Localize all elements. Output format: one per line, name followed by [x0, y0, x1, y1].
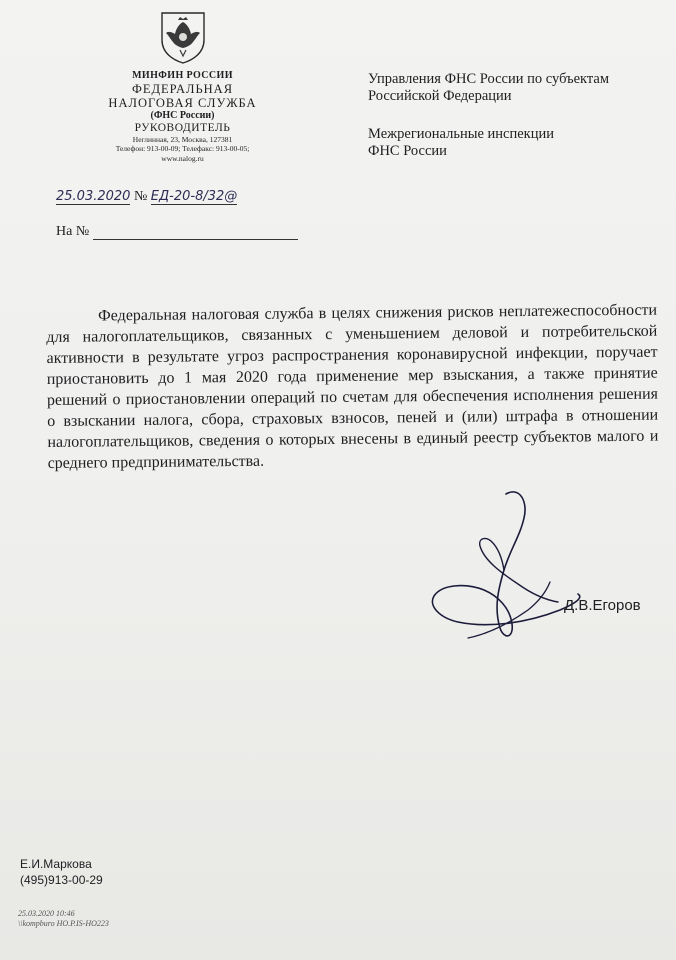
letter-body: Федеральная налоговая служба в целях снижения рисков неплатежеспособности для налогоплательщиков, связанных с уменьшением деловой и потребительской активности в результате угроз распространения коронавирусной инфекции, поручает приостановить до 1 мая 2020 года применение мер взыскания, а также принятие решений о приостановлении операций по счетам для обеспечения исполнения решения о взыскании налога, сбора, страховых взносов, пеней и (или) штрафа в отношении налогоплательщиков, сведения о которых внесены в единый реестр субъектов малого и среднего предпринимательства.	[46, 301, 659, 472]
service-name-line1: ФЕДЕРАЛЬНАЯ	[131, 81, 234, 96]
issuer-address: Неглинная, 23, Москва, 127381	[132, 134, 233, 144]
reference-blank	[93, 225, 298, 240]
issuer-position: РУКОВОДИТЕЛЬ	[134, 121, 231, 134]
executor-block	[20, 856, 103, 888]
number-label: №	[133, 189, 148, 204]
signer-name: Д.В.Егоров	[564, 597, 641, 614]
footer-path: \\kompburo HO.P.IS-HO223	[18, 919, 109, 928]
coat-of-arms-icon	[158, 10, 208, 64]
reference-label: На №	[56, 224, 90, 239]
executor-phone: (495)913-00-29	[20, 873, 103, 887]
recipients-block	[368, 71, 609, 161]
footer-block	[18, 909, 109, 929]
recipient-line: Управления ФНС России по субъектам	[368, 71, 609, 87]
handwritten-signature	[428, 488, 588, 658]
issuer-website: www.nalog.ru	[161, 153, 204, 163]
registration-date: 25.03.2020	[56, 189, 131, 204]
service-abbreviation: (ФНС России)	[150, 110, 215, 122]
recipient-line: Российской Федерации	[368, 88, 512, 105]
registration-line	[56, 189, 237, 205]
footer-timestamp: 25.03.2020 10:46	[18, 909, 75, 918]
registration-number: ЕД-20-8/32@	[150, 189, 238, 204]
issuer-phones: Телефон: 913-00-09; Телефакс: 913-00-05;	[115, 144, 250, 154]
recipient-line: ФНС России	[368, 143, 447, 160]
reference-line	[56, 224, 298, 240]
issuer-block	[80, 70, 285, 163]
ministry-name: МИНФИН РОССИИ	[132, 70, 233, 81]
service-name-line2: НАЛОГОВАЯ СЛУЖБА	[108, 95, 257, 110]
executor-name: Е.И.Маркова	[20, 857, 92, 871]
recipient-line: Межрегиональные инспекции	[368, 125, 555, 142]
